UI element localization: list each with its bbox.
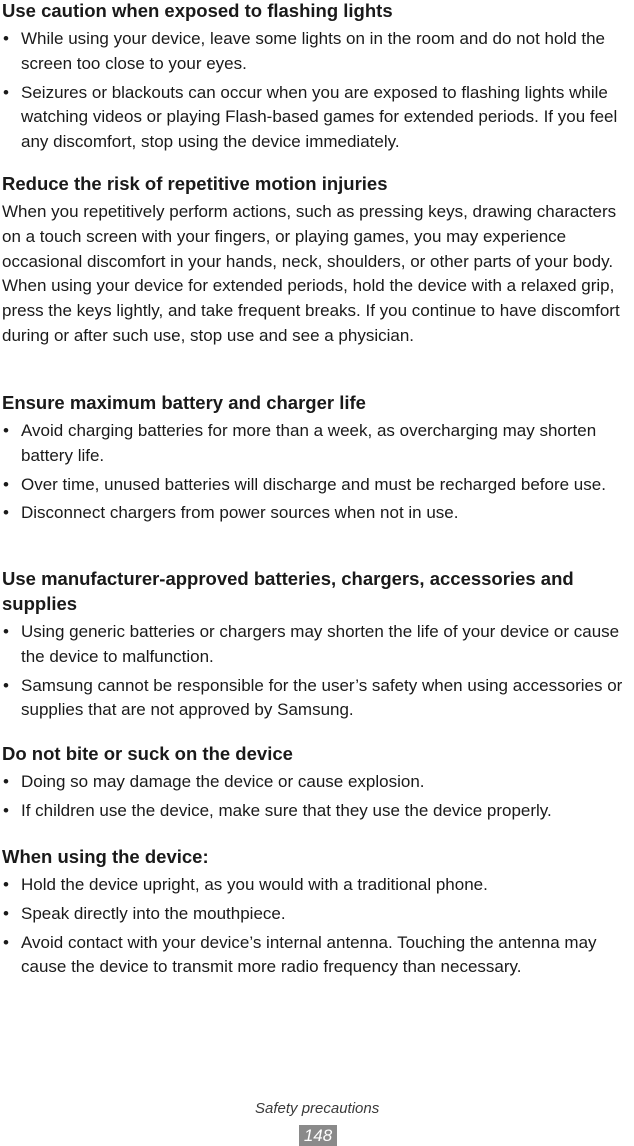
section-flashing-lights xyxy=(2,0,632,159)
section-repetitive-motion xyxy=(2,171,632,349)
bullet-item xyxy=(2,81,632,155)
bullet-text: Samsung cannot be responsible for the user’s safety when using accessories or supplies that are not approved by Samsung. xyxy=(21,675,623,720)
bullet-item xyxy=(2,873,632,898)
bullet-item xyxy=(2,674,632,724)
section-heading: Do not bite or suck on the device xyxy=(2,743,293,764)
bullet-icon: • xyxy=(3,932,9,952)
bullet-icon: • xyxy=(3,82,9,102)
section-do-not-bite xyxy=(2,741,632,828)
bullet-item xyxy=(2,473,632,498)
bullet-text: Avoid charging batteries for more than a week, as overcharging may shorten battery life. xyxy=(21,421,597,465)
bullet-text: Speak directly into the mouthpiece. xyxy=(21,903,286,923)
bullet-item xyxy=(2,620,632,670)
bullet-item xyxy=(2,931,632,981)
section-battery-life xyxy=(2,390,632,530)
bullet-icon: • xyxy=(3,29,9,48)
bullet-list xyxy=(2,419,632,526)
bullet-text: While using your device, leave some lights on in the room and do not hold the screen too close to your eyes. xyxy=(21,29,606,73)
section-heading: Use manufacturer-approved batteries, chargers, accessories and supplies xyxy=(2,568,574,614)
page-number: 148 xyxy=(299,1125,337,1146)
bullet-icon: • xyxy=(3,875,9,894)
bullet-text: Doing so may damage the device or cause explosion. xyxy=(21,772,425,791)
section-heading: Use caution when exposed to flashing lights xyxy=(2,0,393,21)
bullet-icon: • xyxy=(3,903,9,923)
bullet-text: Avoid contact with your device’s internal antenna. Touching the antenna may cause the device to transmit more radio frequency than necessary. xyxy=(21,932,597,977)
bullet-icon: • xyxy=(3,675,9,695)
bullet-item xyxy=(2,902,632,927)
bullet-item xyxy=(2,799,632,824)
footer-section-label: Safety precautions xyxy=(255,1100,380,1117)
bullet-text: If children use the device, make sure that they use the device properly. xyxy=(21,800,552,820)
bullet-icon: • xyxy=(3,772,9,791)
bullet-text: Over time, unused batteries will discharge and must be recharged before use. xyxy=(21,474,606,494)
section-heading: When using the device: xyxy=(2,846,209,867)
bullet-icon: • xyxy=(3,421,9,440)
bullet-icon: • xyxy=(3,622,9,641)
bullet-item xyxy=(2,501,632,526)
section-approved-accessories xyxy=(2,566,632,727)
section-heading: Ensure maximum battery and charger life xyxy=(2,392,366,413)
bullet-text: Disconnect chargers from power sources when not in use. xyxy=(21,503,459,523)
bullet-item xyxy=(2,419,632,469)
bullet-list xyxy=(2,27,632,155)
bullet-list xyxy=(2,770,632,824)
bullet-icon: • xyxy=(3,800,9,820)
section-heading: Reduce the risk of repetitive motion injuries xyxy=(2,173,388,194)
bullet-icon: • xyxy=(3,503,9,523)
section-when-using xyxy=(2,844,632,984)
bullet-text: Seizures or blackouts can occur when you are exposed to flashing lights while watching videos or playing Flash-based games for extended periods. If you feel any discomfort, stop using the device immediately. xyxy=(21,82,618,152)
bullet-list xyxy=(2,620,632,723)
section-paragraph: When you repetitively perform actions, such as pressing keys, drawing characters on a touch screen with your fingers, or playing games, you may experience occasional discomfort in your hands, neck, shoulders, or other parts of your body. When using your device for extended periods, hold the device with a relaxed grip, press the keys lightly, and take frequent breaks. If you continue to have discomfort during or after such use, stop use and see a physician. xyxy=(2,202,620,345)
bullet-text: Hold the device upright, as you would with a traditional phone. xyxy=(21,875,488,894)
bullet-text: Using generic batteries or chargers may shorten the life of your device or cause the device to malfunction. xyxy=(21,622,620,666)
bullet-item xyxy=(2,27,632,77)
bullet-list xyxy=(2,873,632,980)
bullet-icon: • xyxy=(3,474,9,494)
bullet-item xyxy=(2,770,632,795)
